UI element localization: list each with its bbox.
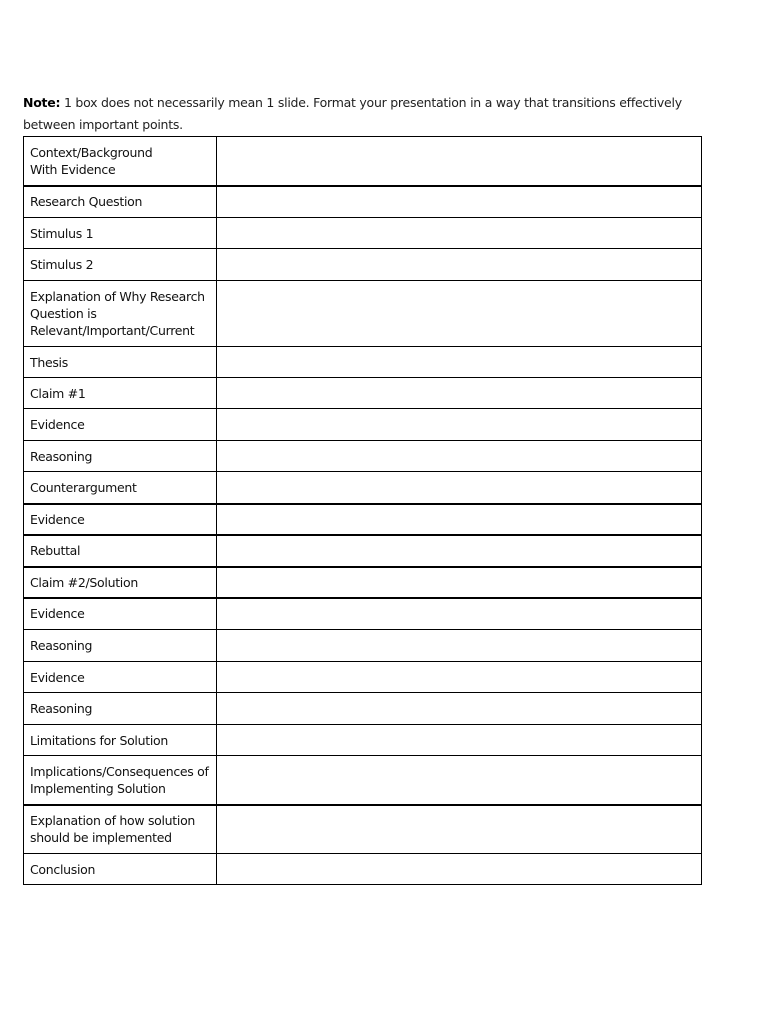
row-label: Limitations for Solution — [24, 725, 217, 756]
row-answer-cell[interactable] — [217, 186, 702, 218]
table-row — [24, 756, 702, 805]
row-answer-cell[interactable] — [217, 137, 702, 186]
table-row — [24, 805, 702, 854]
row-answer-cell[interactable] — [217, 249, 702, 281]
note-label: Note: — [23, 95, 61, 110]
instruction-note — [23, 92, 703, 136]
row-answer-cell[interactable] — [217, 598, 702, 630]
table-row — [24, 409, 702, 441]
table-row — [24, 218, 702, 249]
table-row — [24, 281, 702, 347]
row-answer-cell[interactable] — [217, 854, 702, 885]
row-label: Evidence — [24, 598, 217, 630]
row-answer-cell[interactable] — [217, 630, 702, 662]
row-label: Explanation of Why Research Question is Relevant/Important/Current — [24, 281, 217, 347]
row-label: Evidence — [24, 504, 217, 535]
table-row — [24, 441, 702, 472]
table-row — [24, 662, 702, 693]
row-answer-cell[interactable] — [217, 281, 702, 347]
presentation-outline-table — [23, 136, 702, 885]
table-row — [24, 693, 702, 725]
row-label: Evidence — [24, 662, 217, 693]
table-row — [24, 347, 702, 378]
row-answer-cell[interactable] — [217, 805, 702, 854]
table-row — [24, 504, 702, 535]
table-row — [24, 249, 702, 281]
row-answer-cell[interactable] — [217, 662, 702, 693]
table-row — [24, 472, 702, 504]
row-label: Reasoning — [24, 693, 217, 725]
row-label: Stimulus 1 — [24, 218, 217, 249]
table-row — [24, 137, 702, 186]
table-row — [24, 854, 702, 885]
row-answer-cell[interactable] — [217, 441, 702, 472]
row-label: Stimulus 2 — [24, 249, 217, 281]
row-label: Thesis — [24, 347, 217, 378]
row-answer-cell[interactable] — [217, 725, 702, 756]
row-label: Rebuttal — [24, 535, 217, 567]
row-label: Research Question — [24, 186, 217, 218]
row-label: Explanation of how solution should be implemented — [24, 805, 217, 854]
row-label: Reasoning — [24, 630, 217, 662]
table-row — [24, 378, 702, 409]
row-label: Reasoning — [24, 441, 217, 472]
row-answer-cell[interactable] — [217, 218, 702, 249]
table-row — [24, 598, 702, 630]
row-answer-cell[interactable] — [217, 535, 702, 567]
row-answer-cell[interactable] — [217, 378, 702, 409]
row-label: Context/Background With Evidence — [24, 137, 217, 186]
table-row — [24, 186, 702, 218]
row-label: Evidence — [24, 409, 217, 441]
table-row — [24, 535, 702, 567]
row-label: Claim #2/Solution — [24, 567, 217, 598]
row-label: Claim #1 — [24, 378, 217, 409]
table-row — [24, 725, 702, 756]
row-label: Counterargument — [24, 472, 217, 504]
row-answer-cell[interactable] — [217, 504, 702, 535]
table-row — [24, 630, 702, 662]
row-answer-cell[interactable] — [217, 347, 702, 378]
row-answer-cell[interactable] — [217, 693, 702, 725]
row-label: Implications/Consequences of Implementing Solution — [24, 756, 217, 805]
note-text: 1 box does not necessarily mean 1 slide. Format your presentation in a way that transitions effectively between important points. — [23, 95, 682, 132]
row-answer-cell[interactable] — [217, 409, 702, 441]
row-answer-cell[interactable] — [217, 472, 702, 504]
row-label: Conclusion — [24, 854, 217, 885]
row-answer-cell[interactable] — [217, 756, 702, 805]
table-row — [24, 567, 702, 598]
row-answer-cell[interactable] — [217, 567, 702, 598]
